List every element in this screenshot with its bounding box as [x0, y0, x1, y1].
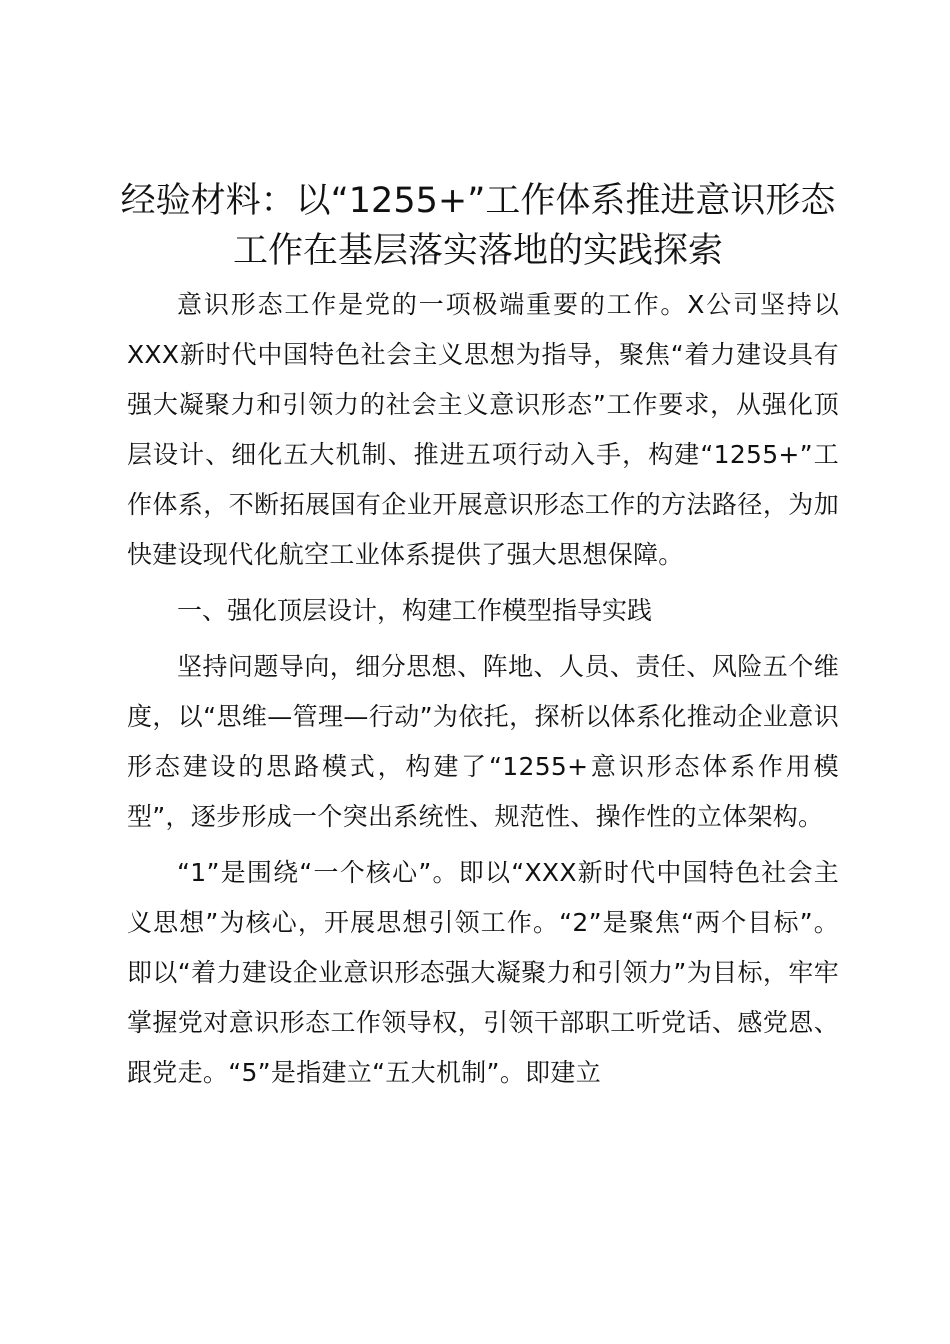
intro-paragraph: 意识形态工作是党的一项极端重要的工作。X公司坚持以XXX新时代中国特色社会主义思想为指导，聚焦“着力建设具有强大凝聚力和引领力的社会主义意识形态”工作要求，从强化顶层设计、细化五大机制、推进五项行动入手，构建“1255+”工作体系，不断拓展国有企业开展意识形态工作的方法路径，为加快建设现代化航空工业体系提供了强大思想保障。: [127, 290, 839, 569]
section-heading: 一、强化顶层设计，构建工作模型指导实践: [177, 596, 653, 625]
section-paragraph: “1”是围绕“一个核心”。即以“XXX新时代中国特色社会主义思想”为核心，开展思想引领工作。“2”是聚焦“两个目标”。即以“着力建设企业意识形态强大凝聚力和引领力”为目标，牢牢掌握党对意识形态工作领导权，引领干部职工听党话、感党恩、跟党走。“5”是指建立“五大机制”。即建立: [127, 858, 839, 1087]
document-title: 经验材料：以“1255+”工作体系推进意识形态工作在基层落实落地的实践探索: [120, 181, 836, 271]
section-paragraph: 坚持问题导向，细分思想、阵地、人员、责任、风险五个维度，以“思维—管理—行动”为依托，探析以体系化推动企业意识形态建设的思路模式，构建了“1255+意识形态体系作用模型”，逐步形成一个突出系统性、规范性、操作性的立体架构。: [127, 652, 839, 831]
document-body: [127, 280, 839, 1098]
